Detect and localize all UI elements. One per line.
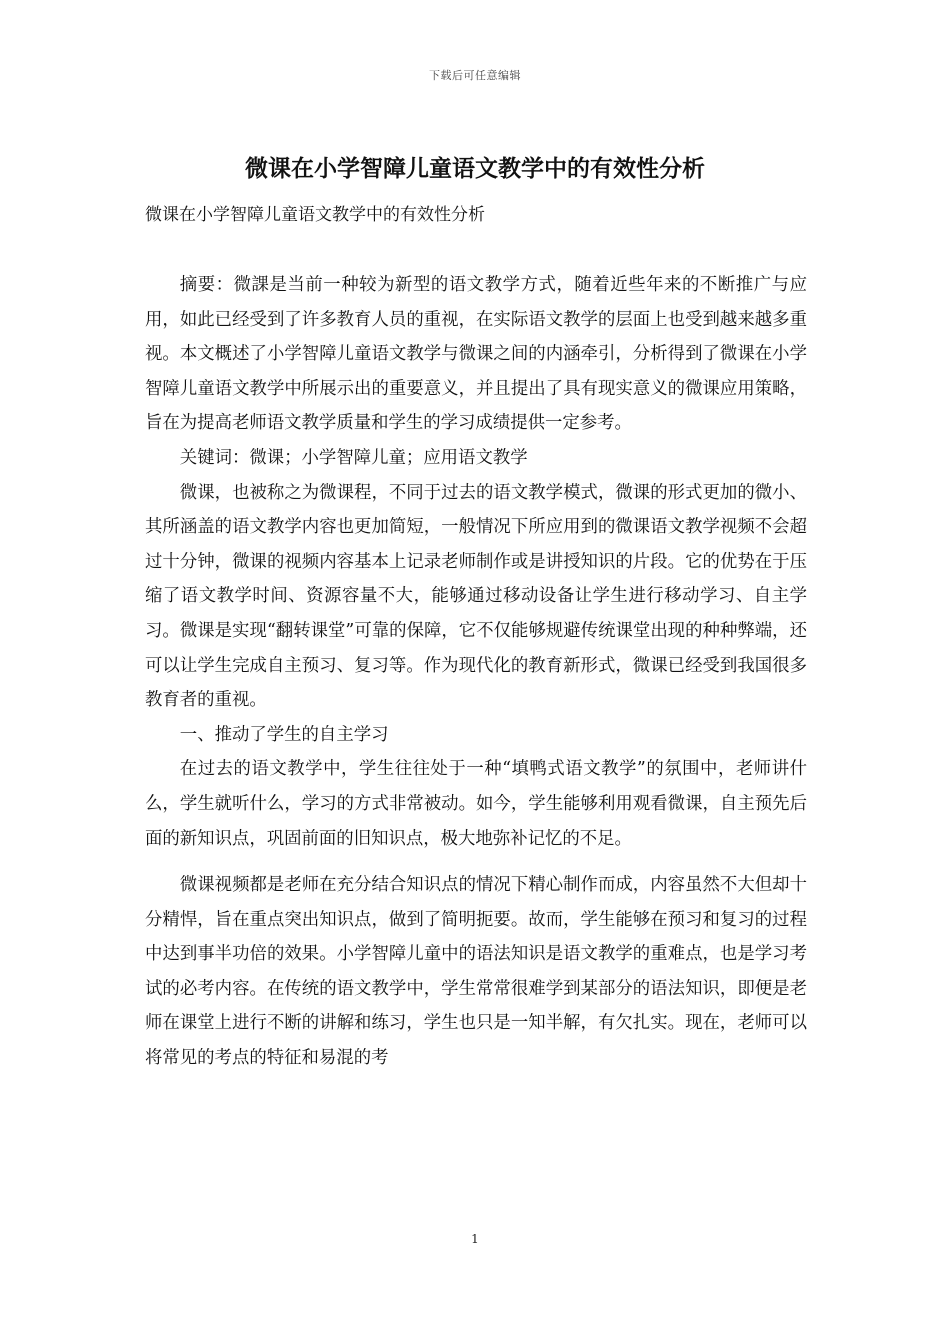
section-heading: 一、推动了学生的自主学习 (179, 724, 389, 745)
document-subtitle: 微课在小学智障儿童语文教学中的有效性分析 (145, 205, 485, 225)
body-paragraph: 微课视频都是老师在充分结合知识点的情况下精心制作而成，内容虽然不大但却十分精悍，旨在重点突出知识点，做到了简明扼要。故而，学生能够在预习和复习的过程中达到事半功倍的效果。小学智障儿童中的语法知识是语文教学的重难点，也是学习考试的必考内容。在传统的语文教学中，学生常常很难学到某部分的语法知识，即便是老师在课堂上进行不断的讲解和练习，学生也只是一知半解，有欠扎实。现在，老师可以将常见的考点的特征和易混的考 (145, 875, 807, 1069)
keywords-paragraph: 关键词：微课；小学智障儿童；应用语文教学 (179, 447, 528, 468)
header-note: 下载后可任意编辑 (429, 69, 521, 82)
document-title: 微课在小学智障儿童语文教学中的有效性分析 (245, 156, 705, 182)
abstract-paragraph: 摘要：微課是当前一种较为新型的语文教学方式，随着近些年来的不断推广与应用，如此已经受到了许多教育人员的重视，在实际语文教学的层面上也受到越来越多重视。本文概述了小学智障儿童语文教学与微课之间的内涵牵引，分析得到了微课在小学智障儿童语文教学中所展示出的重要意义，并且提出了具有现实意义的微课应用策略，旨在为提高老师语文教学质量和学生的学习成绩提供一定参考。 (145, 275, 807, 434)
body-paragraph: 在过去的语文教学中，学生往往处于一种“填鸭式语文教学”的氛围中，老师讲什么，学生就听什么，学习的方式非常被动。如今，学生能够利用观看微课，自主预先后面的新知识点，巩固前面的旧知识点，极大地弥补记忆的不足。 (145, 759, 807, 849)
intro-paragraph: 微课，也被称之为微课程，不同于过去的语文教学模式，微课的形式更加的微小、其所涵盖的语文教学内容也更加简短，一般情况下所应用到的微课语文教学视频不会超过十分钟，微课的视频内容基本上记录老师制作或是讲授知识的片段。它的优势在于压缩了语文教学时间、资源容量不大，能够通过移动设备让学生进行移动学习、自主学习。微课是实现“翻转课堂”可靠的保障，它不仅能够规避传统课堂出现的种种弊端，还可以让学生完成自主预习、复习等。作为现代化的教育新形式，微课已经受到我国很多教育者的重视。 (145, 482, 807, 711)
document-body (145, 268, 807, 1076)
page-number: 1 (471, 1232, 479, 1246)
